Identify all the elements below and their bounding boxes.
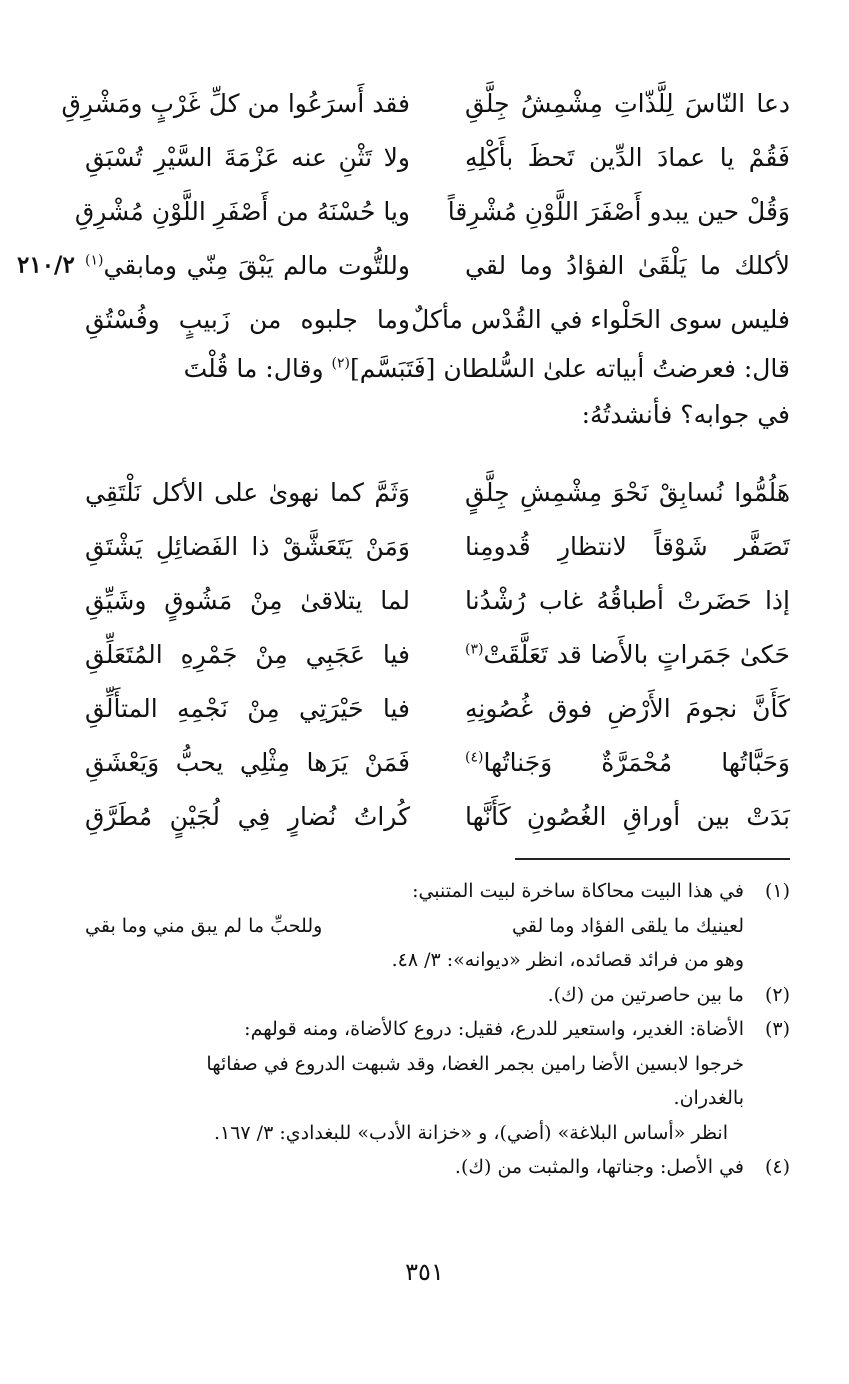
footnote bbox=[85, 978, 790, 1013]
verse-line bbox=[61, 76, 790, 130]
verse-line bbox=[85, 627, 790, 681]
verse-line bbox=[85, 292, 790, 346]
footnote-number: (٤) bbox=[764, 1156, 790, 1178]
verse-line bbox=[85, 465, 790, 519]
footnote-marker: (٤) bbox=[465, 749, 484, 766]
margin-reference: ٢١٠/٢ bbox=[17, 251, 75, 279]
verse-second-hemistich: ويا حُسْنَهُ من أَصْفَرِ اللَّوْنِ مُشْرِقِ bbox=[74, 196, 410, 226]
verse-line bbox=[74, 184, 790, 238]
footnote-number: (٢) bbox=[764, 983, 790, 1006]
verse-first-hemistich: بَدَتْ بين أوراقِ الغُصُونِ كَأَنَّها bbox=[465, 801, 790, 831]
verse-line bbox=[85, 681, 790, 735]
verse-second-hemistich: وما جلبوه من زَبيبٍ وفُسْتُقِ bbox=[85, 304, 410, 334]
verse-second-hemistich: فقد أَسرَعُوا من كلِّ غَرْبٍ ومَشْرِقِ bbox=[61, 88, 410, 118]
footnote-verse bbox=[85, 909, 744, 944]
footnote-text: بالغدران. bbox=[673, 1087, 744, 1109]
footnote-marker: (٢) bbox=[331, 355, 350, 372]
verse-first-hemistich: وَقُلْ حين يبدو أَصْفَرَ اللَّوْنِ مُشْرِقاً bbox=[447, 196, 790, 226]
footnote-number: (٣) bbox=[764, 1018, 790, 1040]
verse-first-hemistich: دعا النّاسَ لِلَّذّاتِ مِشْمِشُ جِلَّقِ bbox=[465, 88, 790, 118]
page-number: ٣٥١ bbox=[405, 1258, 444, 1286]
verse-second-hemistich: وَثَمَّ كما نهوىٰ على الأكل نَلْتَقِي bbox=[85, 477, 410, 507]
prose-paragraph bbox=[85, 346, 790, 438]
verse-second-hemistich: كُراتُ نُضارٍ فِي لُجَيْنٍ مُطَرَّقِ bbox=[85, 801, 410, 831]
footnote bbox=[85, 874, 790, 978]
footnote-text: الأضاة: الغدير، واستعير للدرع، فقيل: دروع كالأضاة، ومنه قولهم: bbox=[244, 1018, 744, 1040]
verse-line bbox=[17, 238, 790, 292]
footnote-text: في الأصل: وجناتها، والمثبت من (ك). bbox=[454, 1156, 744, 1178]
verse-first-hemistich: لأكلك ما يَلْقَىٰ الفؤادُ وما لقي bbox=[465, 250, 790, 280]
poem-first bbox=[17, 76, 790, 346]
prose-text: قال: فعرضتُ أبياته علىٰ السُّلطان [فَتَبَسَّم] bbox=[349, 354, 790, 383]
footnote bbox=[85, 1150, 790, 1185]
verse-second-hemistich: فَمَنْ يَرَها مِثْلِي يحبُّ وَيَعْشَقِ bbox=[85, 747, 410, 777]
prose-text: في جوابه؟ فأنشدتُهُ: bbox=[581, 400, 790, 429]
verse-text: وللتُّوت مالم يَبْقَ مِنّي ومابقي bbox=[103, 250, 410, 280]
verse-text: وَحَبَّاتُها مُحْمَرَّةٌ وَجَناتُها bbox=[483, 747, 790, 777]
footnote-verse-first: لعينيك ما يلقى الفؤاد وما لقي bbox=[512, 914, 744, 937]
verse-first-hemistich: هَلُمُّوا نُسابِقْ نَحْوَ مِشْمِشِ جِلَّقٍ bbox=[465, 477, 790, 507]
verse-line bbox=[85, 573, 790, 627]
footnote-number: (١) bbox=[764, 880, 790, 902]
footnote-text: في هذا البيت محاكاة ساخرة لبيت المتنبي: bbox=[412, 880, 744, 902]
verse-text: حَكىٰ جَمَراتٍ بالأَضا قد تَعَلَّقَتْ bbox=[483, 639, 790, 669]
verse-line bbox=[85, 789, 790, 843]
footnote-marker: (٣) bbox=[465, 641, 484, 658]
footnote-marker: (١) bbox=[85, 252, 104, 269]
footnote-text: وهو من فرائد قصائده، انظر «ديوانه»: ٣/ ٤٨. bbox=[391, 949, 744, 971]
verse-first-hemistich: تَصَفَّر شَوْقاً لانتظارِ قُدومِنا bbox=[465, 531, 790, 561]
footnote-text: ما بين حاصرتين من (ك). bbox=[547, 983, 744, 1006]
footnote-verse-second: وللحبِّ ما لم يبق مني وما بقي bbox=[85, 914, 323, 937]
verse-first-hemistich-with-note bbox=[465, 640, 790, 669]
verse-second-hemistich: فيا حَيْرَتِي مِنْ نَجْمِهِ المتأَلِّقِ bbox=[85, 693, 410, 723]
verse-line bbox=[85, 130, 790, 184]
verse-first-hemistich-with-note bbox=[465, 748, 790, 777]
footnote-divider bbox=[515, 858, 790, 860]
footnote-text: انظر «أساس البلاغة» (أضي)، و «خزانة الأدب» للبغدادي: ٣/ ١٦٧. bbox=[213, 1121, 728, 1144]
verse-first-hemistich: إذا حَضَرتْ أطباقُهُ غاب رُشْدُنا bbox=[465, 585, 790, 615]
verse-second-hemistich: فيا عَجَبِي مِنْ جَمْرِهِ المُتَعَلِّقِ bbox=[85, 639, 410, 669]
verse-line bbox=[85, 519, 790, 573]
verse-second-hemistich: لما يتلاقىٰ مِنْ مَشُوقٍ وشَيِّقِ bbox=[85, 585, 410, 615]
verse-second-hemistich-with-note bbox=[85, 251, 410, 280]
verse-first-hemistich: كَأَنَّ نجومَ الأَرْضِ فوق غُصُونِهِ bbox=[465, 693, 790, 723]
verse-first-hemistich: فليس سوى الحَلْواء في القُدْس مأكلٌ bbox=[411, 304, 790, 334]
poem-second bbox=[85, 465, 790, 843]
prose-text: وقال: ما قُلْتَ bbox=[183, 354, 332, 383]
verse-second-hemistich: ولا تَثْنِ عنه عَزْمَةَ السَّيْرِ تُسْبَقِ bbox=[85, 142, 410, 172]
verse-first-hemistich: فَقُمْ يا عمادَ الدِّين تَحظَ بأَكْلِهِ bbox=[465, 142, 790, 172]
verse-second-hemistich: وَمَنْ يَتَعَشَّقْ ذا الفَضائِلِ يَشْتَقِ bbox=[85, 531, 410, 561]
footnote-text: خرجوا لابسين الأضا رامين بجمر الغضا، وقد شبهت الدروع في صفائها bbox=[206, 1052, 744, 1075]
verse-line bbox=[85, 735, 790, 789]
footnote bbox=[85, 1012, 790, 1150]
footnotes bbox=[85, 874, 790, 1185]
